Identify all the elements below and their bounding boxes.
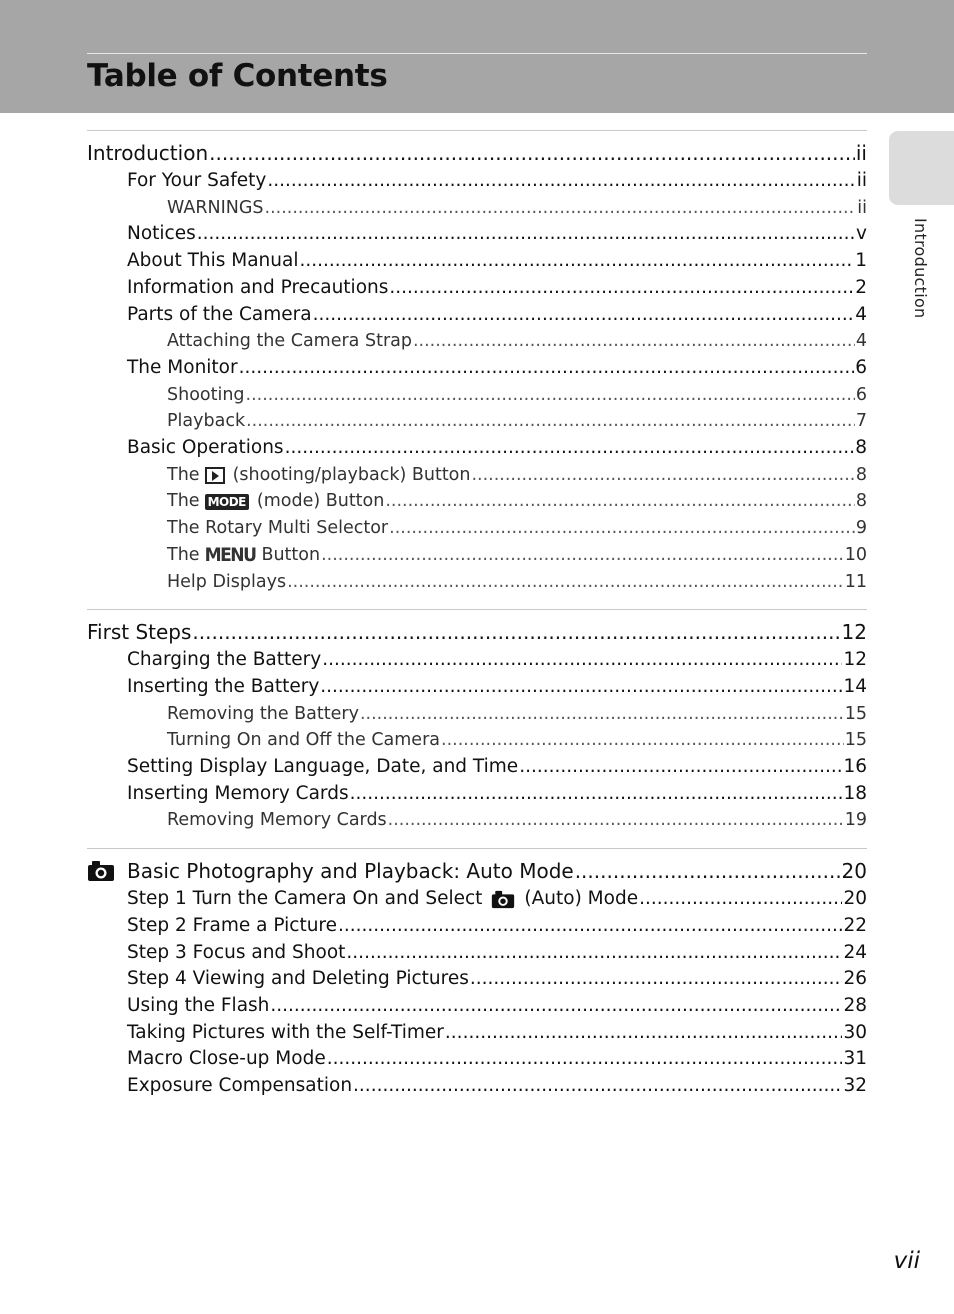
toc-heading-label	[87, 856, 574, 886]
toc-entry-label: Macro Close-up Mode	[127, 1048, 326, 1070]
toc-heading-label: Introduction	[87, 141, 209, 165]
toc-section-introduction	[87, 130, 867, 595]
dot-leader	[327, 1046, 843, 1073]
toc-entry[interactable]	[87, 275, 867, 302]
toc-page-number: 20	[841, 859, 867, 884]
toc-entry[interactable]	[87, 781, 867, 808]
dot-leader	[270, 993, 842, 1020]
toc-entry-label: Inserting Memory Cards	[127, 782, 349, 804]
dot-leader	[389, 515, 855, 542]
toc-subentry[interactable]	[87, 195, 867, 222]
toc-entry[interactable]	[87, 221, 867, 248]
toc-heading[interactable]	[87, 610, 867, 647]
dot-leader	[346, 940, 842, 967]
dot-leader	[285, 435, 855, 462]
dot-leader	[300, 248, 855, 275]
dot-leader	[192, 617, 840, 647]
dot-leader	[197, 221, 855, 248]
dot-leader	[470, 966, 843, 993]
page-title: Table of Contents	[87, 58, 388, 94]
toc-subentry[interactable]	[87, 382, 867, 409]
toc-entry[interactable]	[87, 1073, 867, 1100]
dot-leader	[441, 727, 844, 754]
toc-page-number: 31	[843, 1048, 867, 1070]
toc-entry[interactable]	[87, 248, 867, 275]
toc-entry-label: Inserting the Battery	[127, 675, 320, 697]
toc-entry-label: Taking Pictures with the Self-Timer	[127, 1021, 444, 1043]
dot-leader	[322, 647, 842, 674]
toc-page-number: 16	[843, 756, 867, 778]
dot-leader	[350, 781, 843, 808]
dot-leader	[267, 168, 855, 195]
toc-entry-label: Help Displays	[167, 571, 287, 592]
toc-entry-label: The Rotary Multi Selector	[167, 518, 389, 539]
toc-entry-label	[167, 488, 384, 515]
toc-subentry[interactable]	[87, 701, 867, 728]
dot-leader	[265, 195, 857, 222]
toc-subentry[interactable]	[87, 408, 867, 435]
page-number: vii	[893, 1248, 920, 1274]
toc-page-number: 30	[843, 1021, 867, 1043]
toc-page-number: 24	[843, 941, 867, 963]
dot-leader	[413, 328, 855, 355]
toc-section-first-steps	[87, 609, 867, 834]
toc-entry[interactable]	[87, 1046, 867, 1073]
dot-leader	[209, 138, 855, 168]
dot-leader	[389, 275, 854, 302]
toc-page-number: 26	[843, 968, 867, 990]
toc-entry-label: Playback	[167, 411, 246, 432]
toc-page-number: 15	[844, 703, 867, 724]
playback-button-icon	[205, 467, 225, 484]
toc-subentry[interactable]	[87, 727, 867, 754]
dot-leader	[360, 701, 844, 728]
toc-entry-label-prefix: The	[167, 544, 200, 565]
toc-entry-label: For Your Safety	[127, 170, 267, 191]
toc-page-number: 1	[855, 250, 867, 272]
toc-entry[interactable]	[87, 993, 867, 1020]
toc-entry-label: Removing Memory Cards	[167, 810, 387, 831]
toc-subentry[interactable]	[87, 569, 867, 596]
toc-entry[interactable]	[87, 355, 867, 382]
dot-leader	[575, 856, 841, 886]
toc-heading-label: First Steps	[87, 620, 192, 645]
toc-entry[interactable]	[87, 435, 867, 462]
toc-page-number: 28	[843, 994, 867, 1016]
dot-leader	[385, 488, 855, 515]
menu-button-icon: MENU	[204, 543, 256, 566]
toc-entry-label: Exposure Compensation	[127, 1075, 353, 1097]
toc-entry-label: Information and Precautions	[127, 276, 389, 298]
dot-leader	[246, 408, 855, 435]
toc-subentry[interactable]	[87, 515, 867, 542]
toc-page-number: 2	[855, 276, 867, 298]
toc-page-number: 18	[843, 782, 867, 804]
toc-heading-text: Basic Photography and Playback: Auto Mode	[127, 859, 574, 884]
toc-entry[interactable]	[87, 886, 867, 913]
toc-entry-label: Shooting	[167, 384, 245, 405]
toc-page-number: 19	[844, 810, 867, 831]
toc-page-number: 15	[844, 730, 867, 751]
toc-page-number: 6	[855, 384, 867, 405]
toc-entry-label-prefix: The	[167, 491, 200, 512]
toc-page-number: 7	[855, 411, 867, 432]
toc-entry[interactable]	[87, 302, 867, 329]
toc-entry-label-suffix: (shooting/playback) Button	[232, 464, 471, 485]
toc-page-number: 11	[844, 571, 867, 592]
dot-leader	[313, 302, 855, 329]
side-tab	[889, 131, 954, 205]
header-rule	[87, 53, 867, 54]
toc-subentry[interactable]	[87, 488, 867, 515]
toc-subentry[interactable]	[87, 462, 867, 489]
toc-entry-label: Setting Display Language, Date, and Time	[127, 756, 519, 778]
toc-page-number: 12	[843, 649, 867, 671]
toc-page-number: 20	[843, 888, 867, 910]
toc-subentry[interactable]	[87, 542, 867, 569]
toc-entry-label: Turning On and Off the Camera	[167, 730, 440, 751]
camera-icon	[491, 890, 515, 909]
toc-page-number: 6	[855, 356, 867, 378]
toc-entry-label: Notices	[127, 223, 196, 245]
toc-entry-label-suffix: Button	[261, 544, 321, 565]
toc-entry[interactable]	[87, 647, 867, 674]
toc-entry-label	[127, 886, 638, 913]
dot-leader	[388, 807, 844, 834]
toc-entry-label: The Monitor	[127, 356, 238, 378]
toc-page-number: 8	[855, 464, 867, 485]
toc-page-number: 22	[843, 914, 867, 936]
dot-leader	[320, 674, 842, 701]
toc-entry[interactable]	[87, 754, 867, 781]
toc-entry[interactable]	[87, 913, 867, 940]
toc-entry-label	[167, 542, 320, 569]
mode-button-icon: MODE	[205, 494, 249, 510]
toc-entry-label: Step 3 Focus and Shoot	[127, 941, 346, 963]
dot-leader	[519, 754, 842, 781]
toc-entry[interactable]	[87, 940, 867, 967]
toc-entry-label: Parts of the Camera	[127, 303, 312, 325]
toc-entry[interactable]	[87, 966, 867, 993]
toc-entry-label: Step 4 Viewing and Deleting Pictures	[127, 968, 469, 990]
header-band	[0, 0, 954, 113]
toc-page-number: 9	[855, 518, 867, 539]
toc-entry-label-suffix: (Auto) Mode	[524, 888, 639, 910]
toc-page-number: v	[856, 223, 867, 245]
toc-subentry[interactable]	[87, 328, 867, 355]
toc-page-number: 8	[855, 437, 867, 459]
dot-leader	[321, 542, 844, 569]
toc-page-number: 32	[843, 1075, 867, 1097]
toc-subentry[interactable]	[87, 807, 867, 834]
toc-heading[interactable]	[87, 849, 867, 886]
toc-page-number: ii	[856, 170, 867, 191]
toc-page-number: 12	[841, 620, 867, 645]
dot-leader	[471, 462, 854, 489]
dot-leader	[353, 1073, 842, 1100]
toc-page-number: 8	[855, 491, 867, 512]
table-of-contents	[87, 130, 867, 1100]
toc-entry[interactable]	[87, 168, 867, 195]
toc-entry-label	[167, 462, 470, 489]
toc-entry-label-suffix: (mode) Button	[256, 491, 385, 512]
toc-entry-label: Step 2 Frame a Picture	[127, 914, 338, 936]
camera-icon	[87, 860, 115, 882]
side-tab-label: Introduction	[911, 218, 930, 319]
toc-page-number: 14	[843, 675, 867, 697]
toc-page-number: 4	[855, 303, 867, 325]
dot-leader	[246, 382, 855, 409]
toc-entry-label: Removing the Battery	[167, 703, 359, 724]
toc-page-number: ii	[857, 197, 867, 218]
toc-entry-label: Using the Flash	[127, 994, 270, 1016]
toc-entry[interactable]	[87, 674, 867, 701]
dot-leader	[338, 913, 842, 940]
toc-entry-label: Basic Operations	[127, 437, 284, 459]
dot-leader	[445, 1020, 843, 1047]
dot-leader	[239, 355, 855, 382]
dot-leader	[639, 886, 842, 913]
toc-entry-label-prefix: The	[167, 464, 200, 485]
toc-entry[interactable]	[87, 1020, 867, 1047]
toc-section-basic-photography	[87, 848, 867, 1100]
toc-page-number: ii	[855, 141, 867, 165]
toc-entry-label: About This Manual	[127, 250, 299, 272]
dot-leader	[287, 569, 844, 596]
toc-entry-label-prefix: Step 1 Turn the Camera On and Select	[127, 888, 483, 910]
toc-page-number: 10	[844, 544, 867, 565]
toc-entry-label: WARNINGS	[167, 197, 264, 218]
toc-heading[interactable]	[87, 131, 867, 168]
toc-entry-label: Attaching the Camera Strap	[167, 331, 412, 352]
toc-entry-label: Charging the Battery	[127, 649, 322, 671]
toc-page-number: 4	[855, 331, 867, 352]
